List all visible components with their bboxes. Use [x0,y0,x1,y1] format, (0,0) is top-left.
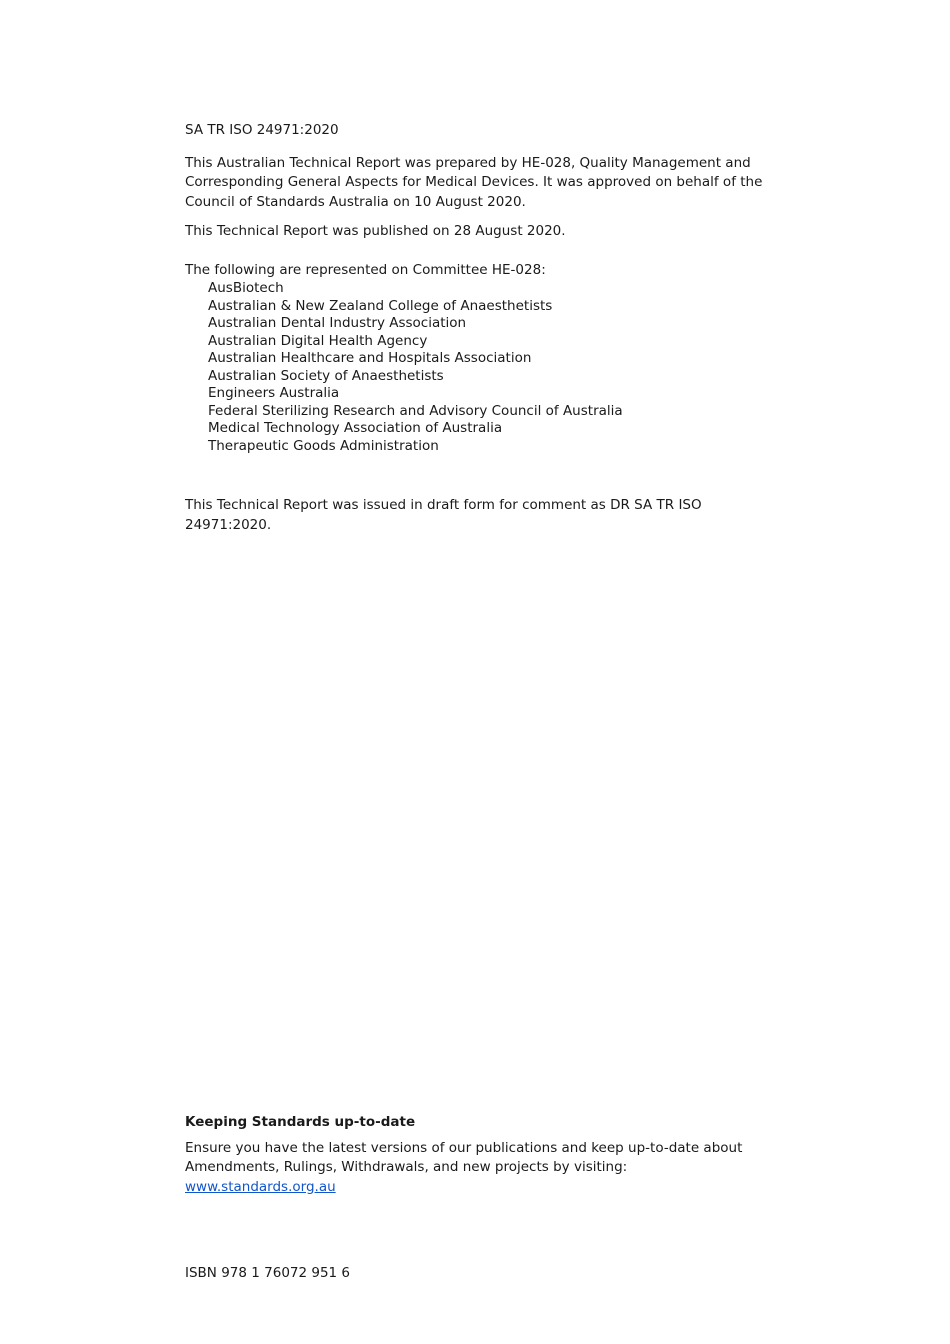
publication-paragraph: This Technical Report was published on 28 August 2020. [185,223,566,239]
isbn: ISBN 978 1 76072 951 6 [185,1265,351,1281]
committee-member: Australian Healthcare and Hospitals Association [208,350,532,366]
standards-website-link[interactable]: www.standards.org.au [185,1178,336,1195]
preparation-paragraph: This Australian Technical Report was prepared by HE-028, Quality Management and Corresponding General Aspects for Medical Devices. It was approved on behalf of the Council of Standards Australia on 10 August 2020. [185,154,763,210]
keeping-standards-body: Ensure you have the latest versions of our publications and keep up-to-date about Amendments, Rulings, Withdrawals, and new projects by visiting: [185,1139,743,1175]
committee-member: AusBiotech [208,280,284,296]
link-line [185,1178,785,1198]
committee-intro: The following are represented on Committee HE-028: [185,261,546,278]
committee-member: Australian Digital Health Agency [208,332,428,349]
committee-member: Federal Sterilizing Research and Advisory Council of Australia [208,402,623,419]
committee-member: Engineers Australia [208,385,340,401]
keeping-standards-heading: Keeping Standards up-to-date [185,1114,416,1130]
committee-member: Therapeutic Goods Administration [208,437,439,454]
committee-member: Australian Society of Anaesthetists [208,367,444,384]
committee-member: Australian Dental Industry Association [208,315,467,331]
document-reference: SA TR ISO 24971:2020 [185,122,339,138]
committee-member: Australian & New Zealand College of Anaesthetists [208,297,553,314]
committee-member: Medical Technology Association of Australia [208,420,503,436]
draft-note: This Technical Report was issued in draft form for comment as DR SA TR ISO 24971:2020. [185,497,702,533]
committee-member-list [185,280,785,455]
